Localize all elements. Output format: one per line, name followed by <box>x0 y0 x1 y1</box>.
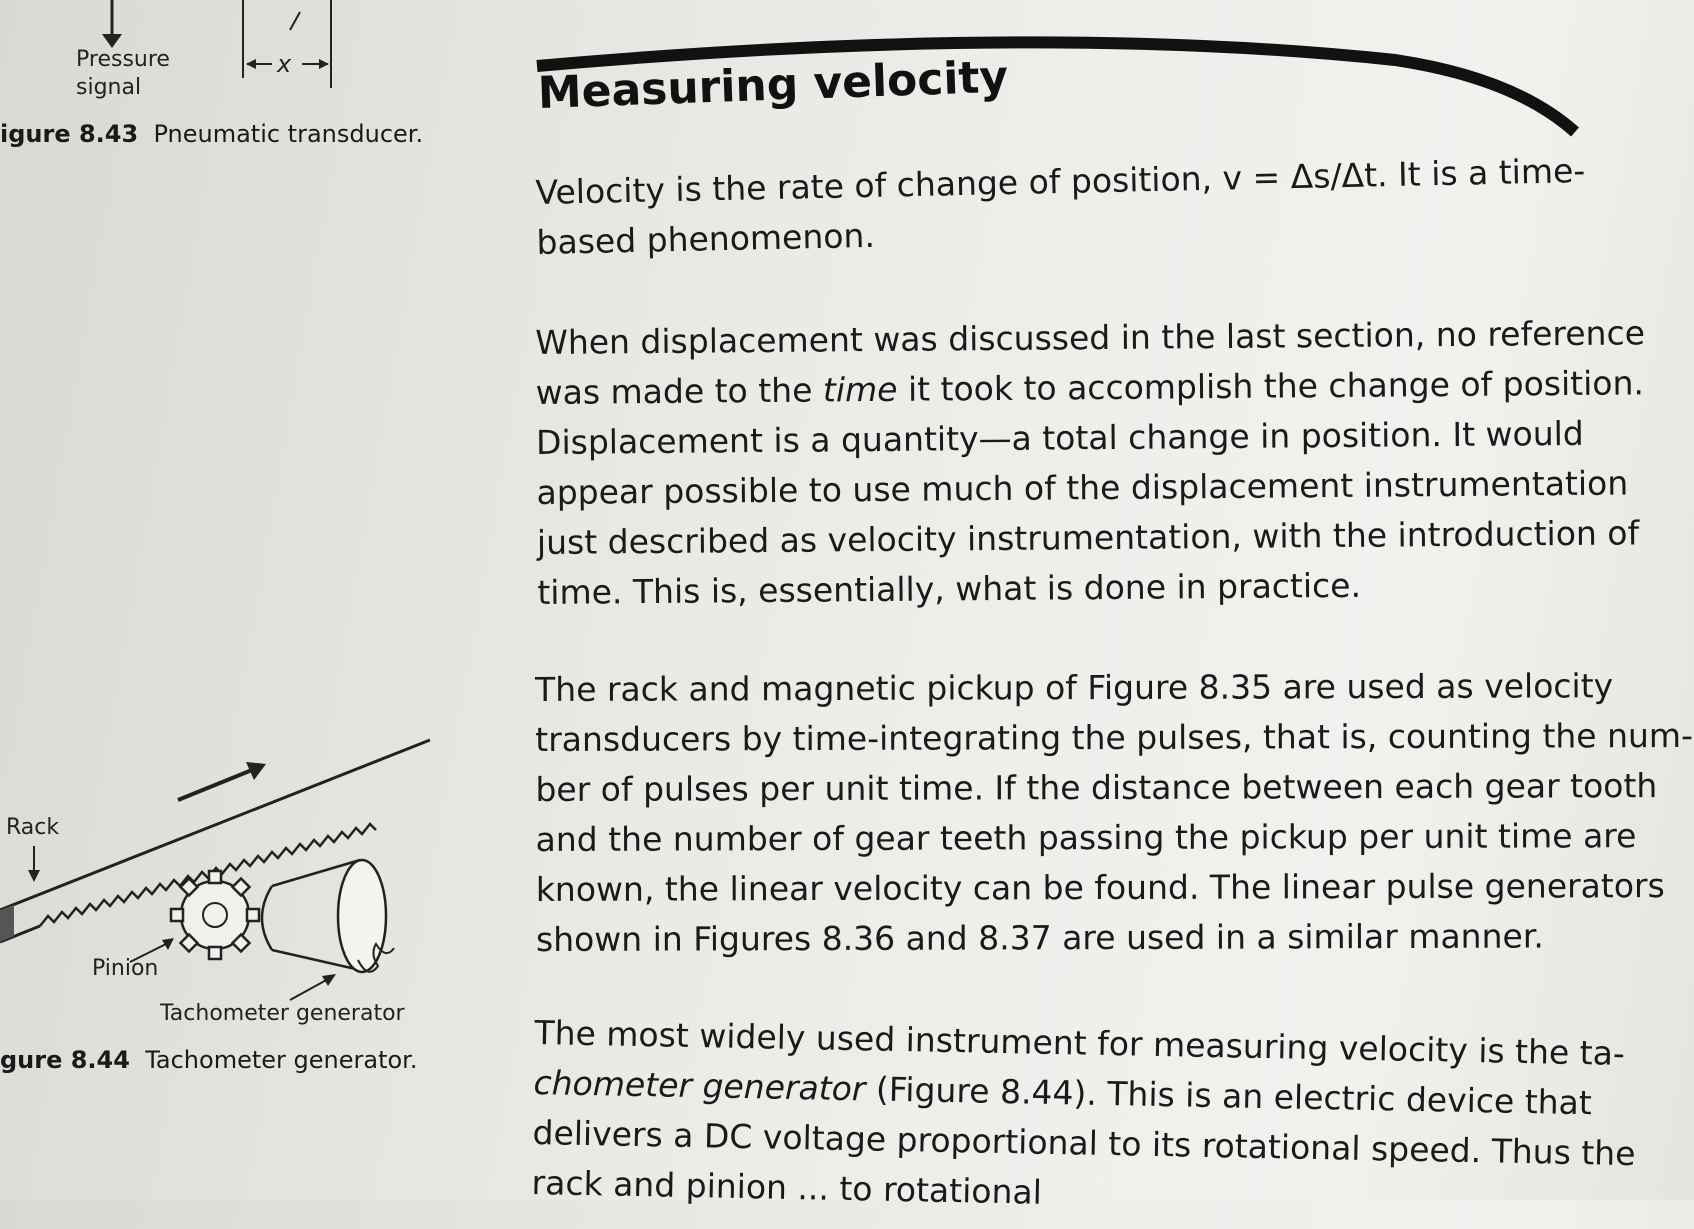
p3-line1: The rack and magnetic pickup of Figure 8.35 are used as velocity <box>535 666 1614 709</box>
figure-844-caption <box>0 1046 417 1074</box>
rack-label: Rack <box>6 815 60 840</box>
p4-line2-end: (Figure 8.44). This is an electric device that <box>865 1069 1593 1123</box>
figure-843-title: Pneumatic transducer. <box>153 120 424 148</box>
pressure-signal-label <box>76 46 170 102</box>
p2-line2 <box>535 359 1645 418</box>
p4-line4: rack and pinion ... to rotational <box>531 1162 1043 1212</box>
p2-line1: When displacement was discussed in the last section, no reference <box>535 313 1646 362</box>
p3-line2: transducers by time-integrating the pulses, that is, counting the num- <box>535 715 1694 759</box>
p4-line2-italic: chometer generator <box>533 1062 866 1109</box>
pressure-label-line1: Pressure <box>76 47 170 72</box>
p3-line6: shown in Figures 8.36 and 8.37 are used in a similar manner. <box>535 916 1544 959</box>
pinion-label: Pinion <box>92 956 159 981</box>
p2-line6: time. This is, essentially, what is done in practice. <box>537 565 1362 612</box>
p2-line5: just described as velocity instrumentation, with the introduction of <box>536 513 1640 562</box>
paragraph-tachometer <box>531 1008 1636 1228</box>
paragraph-velocity-definition <box>535 146 1586 268</box>
p2-line4: appear possible to use much of the displacement instrumentation <box>536 463 1629 512</box>
p3-line3: ber of pulses per unit time. If the distance between each gear tooth <box>535 766 1658 809</box>
figure-843-number: igure 8.43 <box>0 120 139 148</box>
tachometer-generator-diagram <box>0 720 440 1000</box>
p1-line2: based phenomenon. <box>536 215 876 262</box>
text-column <box>531 0 1694 1212</box>
figure-844-number: gure 8.44 <box>0 1046 130 1074</box>
p1-line1: Velocity is the rate of change of position, v = Δs/Δt. It is a time- <box>535 151 1586 212</box>
p2-line2-end: it took to accomplish the change of position. <box>897 363 1645 409</box>
figure-843-caption <box>0 120 423 148</box>
paragraph-displacement <box>535 309 1646 618</box>
p2-line3: Displacement is a quantity—a total change in position. It would <box>535 413 1584 462</box>
section-title: Measuring velocity <box>537 51 1009 119</box>
x-dimension-label: x <box>277 50 292 78</box>
pressure-label-line2: signal <box>76 75 142 100</box>
figure-column <box>0 0 510 1200</box>
pneumatic-transducer-diagram <box>0 0 360 100</box>
p2-line2-start: was made to the <box>535 370 824 412</box>
tachometer-generator-label: Tachometer generator <box>160 1001 405 1026</box>
p2-line2-italic: time <box>822 369 898 410</box>
figure-844-title: Tachometer generator. <box>145 1046 418 1074</box>
p4-line1: The most widely used instrument for measuring velocity is the ta- <box>534 1012 1626 1073</box>
p4-line3: delivers a DC voltage proportional to its rotational speed. Thus the <box>532 1112 1636 1174</box>
p3-line5: known, the linear velocity can be found. The linear pulse generators <box>535 866 1665 909</box>
paragraph-rack-pickup <box>535 661 1694 965</box>
p3-line4: and the number of gear teeth passing the pickup per unit time are <box>535 816 1637 859</box>
